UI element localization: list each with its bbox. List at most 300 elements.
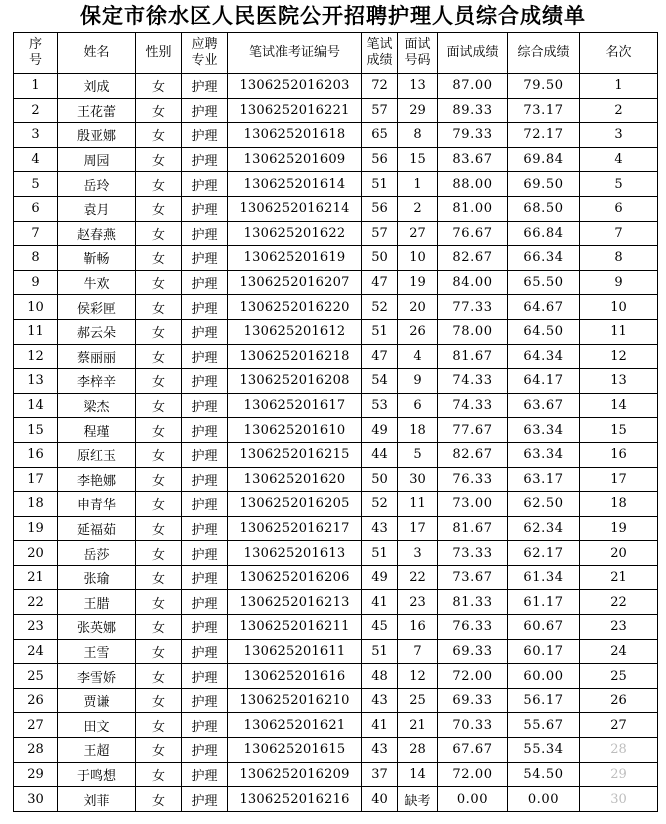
cell-rank: 14 xyxy=(580,393,658,418)
cell-name: 刘菲 xyxy=(58,787,136,812)
cell-name: 牛欢 xyxy=(58,270,136,295)
cell-interview-score: 78.00 xyxy=(438,319,508,344)
cell-written-score: 51 xyxy=(362,639,398,664)
cell-interview-score: 74.33 xyxy=(438,369,508,394)
cell-written-score: 47 xyxy=(362,344,398,369)
cell-exam-id: 130625201611 xyxy=(228,639,362,664)
cell-interview-score: 73.00 xyxy=(438,492,508,517)
cell-exam-id: 1306252016205 xyxy=(228,492,362,517)
cell-gender: 女 xyxy=(136,319,182,344)
cell-written-score: 56 xyxy=(362,147,398,172)
cell-name: 靳畅 xyxy=(58,246,136,271)
cell-rank: 30 xyxy=(580,787,658,812)
cell-major: 护理 xyxy=(182,516,228,541)
cell-exam-id: 1306252016217 xyxy=(228,516,362,541)
cell-total-score: 60.17 xyxy=(508,639,580,664)
cell-total-score: 66.84 xyxy=(508,221,580,246)
cell-index: 29 xyxy=(14,762,58,787)
cell-rank: 4 xyxy=(580,147,658,172)
cell-index: 6 xyxy=(14,196,58,221)
cell-name: 原红玉 xyxy=(58,442,136,467)
cell-interview-score: 81.67 xyxy=(438,516,508,541)
cell-interview-number: 4 xyxy=(398,344,438,369)
cell-rank: 27 xyxy=(580,713,658,738)
cell-index: 16 xyxy=(14,442,58,467)
cell-total-score: 64.50 xyxy=(508,319,580,344)
cell-written-score: 43 xyxy=(362,738,398,763)
cell-name: 梁杰 xyxy=(58,393,136,418)
cell-interview-score: 79.33 xyxy=(438,123,508,148)
cell-interview-number: 28 xyxy=(398,738,438,763)
table-row xyxy=(14,688,658,713)
cell-total-score: 68.50 xyxy=(508,196,580,221)
cell-major: 护理 xyxy=(182,98,228,123)
table-row xyxy=(14,639,658,664)
cell-rank: 16 xyxy=(580,442,658,467)
cell-written-score: 56 xyxy=(362,196,398,221)
cell-index: 20 xyxy=(14,541,58,566)
header-rank: 名次 xyxy=(580,33,658,74)
cell-name: 李雪娇 xyxy=(58,664,136,689)
cell-total-score: 60.67 xyxy=(508,615,580,640)
cell-interview-number: 13 xyxy=(398,74,438,99)
cell-total-score: 62.17 xyxy=(508,541,580,566)
cell-index: 26 xyxy=(14,688,58,713)
cell-interview-number: 5 xyxy=(398,442,438,467)
cell-gender: 女 xyxy=(136,762,182,787)
cell-name: 王超 xyxy=(58,738,136,763)
cell-interview-score: 81.33 xyxy=(438,590,508,615)
cell-major: 护理 xyxy=(182,467,228,492)
cell-exam-id: 1306252016208 xyxy=(228,369,362,394)
cell-interview-score: 69.33 xyxy=(438,639,508,664)
cell-interview-number: 9 xyxy=(398,369,438,394)
cell-name: 刘成 xyxy=(58,74,136,99)
cell-interview-number: 1 xyxy=(398,172,438,197)
cell-major: 护理 xyxy=(182,172,228,197)
cell-gender: 女 xyxy=(136,467,182,492)
cell-gender: 女 xyxy=(136,615,182,640)
cell-interview-number: 12 xyxy=(398,664,438,689)
cell-interview-number: 7 xyxy=(398,639,438,664)
cell-index: 30 xyxy=(14,787,58,812)
cell-written-score: 43 xyxy=(362,688,398,713)
cell-exam-id: 130625201621 xyxy=(228,713,362,738)
table-row xyxy=(14,196,658,221)
cell-interview-number: 23 xyxy=(398,590,438,615)
cell-written-score: 52 xyxy=(362,492,398,517)
cell-rank: 2 xyxy=(580,98,658,123)
cell-interview-number: 3 xyxy=(398,541,438,566)
cell-gender: 女 xyxy=(136,147,182,172)
cell-written-score: 48 xyxy=(362,664,398,689)
cell-exam-id: 1306252016221 xyxy=(228,98,362,123)
table-row xyxy=(14,319,658,344)
cell-major: 护理 xyxy=(182,738,228,763)
cell-interview-number: 22 xyxy=(398,565,438,590)
cell-exam-id: 1306252016207 xyxy=(228,270,362,295)
cell-total-score: 63.67 xyxy=(508,393,580,418)
cell-rank: 19 xyxy=(580,516,658,541)
cell-exam-id: 130625201609 xyxy=(228,147,362,172)
cell-total-score: 55.34 xyxy=(508,738,580,763)
table-row xyxy=(14,442,658,467)
cell-total-score: 0.00 xyxy=(508,787,580,812)
cell-total-score: 61.17 xyxy=(508,590,580,615)
cell-total-score: 65.50 xyxy=(508,270,580,295)
cell-rank: 1 xyxy=(580,74,658,99)
cell-gender: 女 xyxy=(136,369,182,394)
cell-rank: 25 xyxy=(580,664,658,689)
cell-major: 护理 xyxy=(182,246,228,271)
cell-gender: 女 xyxy=(136,541,182,566)
cell-interview-number: 30 xyxy=(398,467,438,492)
cell-name: 袁月 xyxy=(58,196,136,221)
table-body xyxy=(14,74,658,812)
cell-rank: 21 xyxy=(580,565,658,590)
cell-total-score: 73.17 xyxy=(508,98,580,123)
table-row xyxy=(14,98,658,123)
cell-interview-number: 8 xyxy=(398,123,438,148)
cell-gender: 女 xyxy=(136,492,182,517)
cell-name: 田文 xyxy=(58,713,136,738)
cell-major: 护理 xyxy=(182,147,228,172)
cell-name: 申青华 xyxy=(58,492,136,517)
table-row xyxy=(14,541,658,566)
table-row xyxy=(14,74,658,99)
cell-name: 王腊 xyxy=(58,590,136,615)
cell-written-score: 40 xyxy=(362,787,398,812)
cell-interview-number: 缺考 xyxy=(398,787,438,812)
cell-interview-number: 21 xyxy=(398,713,438,738)
table-row xyxy=(14,516,658,541)
cell-total-score: 69.50 xyxy=(508,172,580,197)
cell-rank: 28 xyxy=(580,738,658,763)
cell-total-score: 79.50 xyxy=(508,74,580,99)
cell-gender: 女 xyxy=(136,565,182,590)
cell-interview-number: 25 xyxy=(398,688,438,713)
table-row xyxy=(14,738,658,763)
table-row xyxy=(14,369,658,394)
cell-rank: 23 xyxy=(580,615,658,640)
cell-major: 护理 xyxy=(182,344,228,369)
cell-exam-id: 130625201618 xyxy=(228,123,362,148)
cell-rank: 10 xyxy=(580,295,658,320)
cell-total-score: 66.34 xyxy=(508,246,580,271)
cell-rank: 8 xyxy=(580,246,658,271)
cell-interview-score: 83.67 xyxy=(438,147,508,172)
cell-written-score: 65 xyxy=(362,123,398,148)
cell-gender: 女 xyxy=(136,172,182,197)
cell-interview-number: 2 xyxy=(398,196,438,221)
cell-total-score: 72.17 xyxy=(508,123,580,148)
cell-gender: 女 xyxy=(136,738,182,763)
cell-interview-score: 74.33 xyxy=(438,393,508,418)
cell-written-score: 72 xyxy=(362,74,398,99)
cell-interview-score: 81.00 xyxy=(438,196,508,221)
table-row xyxy=(14,590,658,615)
cell-gender: 女 xyxy=(136,418,182,443)
cell-interview-score: 82.67 xyxy=(438,442,508,467)
cell-index: 17 xyxy=(14,467,58,492)
cell-index: 12 xyxy=(14,344,58,369)
cell-gender: 女 xyxy=(136,246,182,271)
cell-total-score: 64.17 xyxy=(508,369,580,394)
cell-exam-id: 130625201619 xyxy=(228,246,362,271)
cell-total-score: 63.34 xyxy=(508,442,580,467)
cell-index: 2 xyxy=(14,98,58,123)
cell-major: 护理 xyxy=(182,369,228,394)
cell-name: 王雪 xyxy=(58,639,136,664)
cell-name: 赵春燕 xyxy=(58,221,136,246)
header-interview-score: 面试成绩 xyxy=(438,33,508,74)
cell-index: 7 xyxy=(14,221,58,246)
cell-gender: 女 xyxy=(136,295,182,320)
table-row xyxy=(14,270,658,295)
cell-name: 李艳娜 xyxy=(58,467,136,492)
cell-major: 护理 xyxy=(182,639,228,664)
cell-exam-id: 1306252016216 xyxy=(228,787,362,812)
cell-major: 护理 xyxy=(182,541,228,566)
cell-exam-id: 1306252016209 xyxy=(228,762,362,787)
cell-index: 10 xyxy=(14,295,58,320)
cell-index: 18 xyxy=(14,492,58,517)
cell-index: 11 xyxy=(14,319,58,344)
cell-written-score: 41 xyxy=(362,590,398,615)
cell-name: 岳莎 xyxy=(58,541,136,566)
cell-rank: 13 xyxy=(580,369,658,394)
cell-written-score: 57 xyxy=(362,98,398,123)
cell-exam-id: 1306252016214 xyxy=(228,196,362,221)
cell-rank: 15 xyxy=(580,418,658,443)
cell-written-score: 45 xyxy=(362,615,398,640)
table-row xyxy=(14,787,658,812)
cell-rank: 9 xyxy=(580,270,658,295)
cell-index: 23 xyxy=(14,615,58,640)
cell-gender: 女 xyxy=(136,787,182,812)
cell-interview-score: 76.33 xyxy=(438,467,508,492)
cell-interview-number: 10 xyxy=(398,246,438,271)
cell-gender: 女 xyxy=(136,590,182,615)
cell-index: 3 xyxy=(14,123,58,148)
cell-interview-number: 19 xyxy=(398,270,438,295)
cell-total-score: 55.67 xyxy=(508,713,580,738)
cell-exam-id: 1306252016203 xyxy=(228,74,362,99)
cell-gender: 女 xyxy=(136,664,182,689)
cell-written-score: 51 xyxy=(362,319,398,344)
cell-interview-score: 87.00 xyxy=(438,74,508,99)
cell-interview-number: 15 xyxy=(398,147,438,172)
cell-major: 护理 xyxy=(182,492,228,517)
cell-name: 蔡丽丽 xyxy=(58,344,136,369)
cell-written-score: 53 xyxy=(362,393,398,418)
table-row xyxy=(14,713,658,738)
cell-interview-score: 76.33 xyxy=(438,615,508,640)
cell-name: 侯彩匣 xyxy=(58,295,136,320)
cell-name: 周园 xyxy=(58,147,136,172)
cell-major: 护理 xyxy=(182,393,228,418)
cell-exam-id: 130625201614 xyxy=(228,172,362,197)
cell-written-score: 51 xyxy=(362,172,398,197)
cell-index: 22 xyxy=(14,590,58,615)
header-interview-number: 面试 号码 xyxy=(398,33,438,74)
cell-total-score: 62.34 xyxy=(508,516,580,541)
cell-gender: 女 xyxy=(136,196,182,221)
cell-exam-id: 130625201617 xyxy=(228,393,362,418)
cell-interview-score: 69.33 xyxy=(438,688,508,713)
cell-written-score: 43 xyxy=(362,516,398,541)
cell-interview-number: 26 xyxy=(398,319,438,344)
cell-exam-id: 130625201612 xyxy=(228,319,362,344)
cell-interview-number: 11 xyxy=(398,492,438,517)
cell-rank: 17 xyxy=(580,467,658,492)
cell-major: 护理 xyxy=(182,221,228,246)
cell-interview-score: 73.67 xyxy=(438,565,508,590)
table-row xyxy=(14,221,658,246)
cell-name: 延福茹 xyxy=(58,516,136,541)
cell-rank: 5 xyxy=(580,172,658,197)
cell-written-score: 51 xyxy=(362,541,398,566)
cell-gender: 女 xyxy=(136,98,182,123)
cell-name: 贾谦 xyxy=(58,688,136,713)
cell-written-score: 49 xyxy=(362,418,398,443)
cell-major: 护理 xyxy=(182,713,228,738)
cell-rank: 29 xyxy=(580,762,658,787)
cell-interview-number: 27 xyxy=(398,221,438,246)
cell-index: 28 xyxy=(14,738,58,763)
cell-written-score: 44 xyxy=(362,442,398,467)
cell-written-score: 54 xyxy=(362,369,398,394)
cell-total-score: 69.84 xyxy=(508,147,580,172)
cell-written-score: 57 xyxy=(362,221,398,246)
cell-interview-number: 14 xyxy=(398,762,438,787)
cell-written-score: 49 xyxy=(362,565,398,590)
cell-exam-id: 1306252016215 xyxy=(228,442,362,467)
results-table xyxy=(13,32,658,812)
cell-exam-id: 1306252016218 xyxy=(228,344,362,369)
cell-index: 27 xyxy=(14,713,58,738)
cell-interview-score: 82.67 xyxy=(438,246,508,271)
cell-interview-number: 16 xyxy=(398,615,438,640)
table-row xyxy=(14,147,658,172)
cell-rank: 3 xyxy=(580,123,658,148)
cell-exam-id: 130625201620 xyxy=(228,467,362,492)
cell-interview-score: 73.33 xyxy=(438,541,508,566)
cell-total-score: 54.50 xyxy=(508,762,580,787)
table-header xyxy=(14,33,658,74)
cell-name: 王花蕾 xyxy=(58,98,136,123)
cell-index: 19 xyxy=(14,516,58,541)
cell-interview-number: 6 xyxy=(398,393,438,418)
header-name: 姓名 xyxy=(58,33,136,74)
table-row xyxy=(14,418,658,443)
table-row xyxy=(14,344,658,369)
cell-index: 1 xyxy=(14,74,58,99)
cell-gender: 女 xyxy=(136,393,182,418)
cell-index: 14 xyxy=(14,393,58,418)
cell-major: 护理 xyxy=(182,270,228,295)
cell-index: 4 xyxy=(14,147,58,172)
cell-exam-id: 1306252016210 xyxy=(228,688,362,713)
cell-major: 护理 xyxy=(182,615,228,640)
cell-total-score: 63.34 xyxy=(508,418,580,443)
cell-major: 护理 xyxy=(182,418,228,443)
cell-index: 5 xyxy=(14,172,58,197)
cell-gender: 女 xyxy=(136,74,182,99)
table-row xyxy=(14,615,658,640)
cell-exam-id: 130625201616 xyxy=(228,664,362,689)
cell-rank: 11 xyxy=(580,319,658,344)
cell-written-score: 37 xyxy=(362,762,398,787)
cell-rank: 24 xyxy=(580,639,658,664)
cell-rank: 26 xyxy=(580,688,658,713)
cell-gender: 女 xyxy=(136,713,182,738)
table-row xyxy=(14,123,658,148)
cell-interview-score: 81.67 xyxy=(438,344,508,369)
cell-total-score: 64.67 xyxy=(508,295,580,320)
document-title: 保定市徐水区人民医院公开招聘护理人员综合成绩单 xyxy=(80,4,586,28)
cell-total-score: 62.50 xyxy=(508,492,580,517)
cell-written-score: 50 xyxy=(362,246,398,271)
cell-exam-id: 1306252016211 xyxy=(228,615,362,640)
cell-written-score: 50 xyxy=(362,467,398,492)
cell-total-score: 60.00 xyxy=(508,664,580,689)
cell-rank: 7 xyxy=(580,221,658,246)
cell-written-score: 47 xyxy=(362,270,398,295)
cell-interview-score: 89.33 xyxy=(438,98,508,123)
cell-total-score: 56.17 xyxy=(508,688,580,713)
header-index: 序 号 xyxy=(14,33,58,74)
cell-index: 24 xyxy=(14,639,58,664)
cell-exam-id: 130625201622 xyxy=(228,221,362,246)
cell-name: 程瑾 xyxy=(58,418,136,443)
cell-index: 25 xyxy=(14,664,58,689)
table-row xyxy=(14,762,658,787)
cell-interview-score: 77.33 xyxy=(438,295,508,320)
table-row xyxy=(14,664,658,689)
cell-major: 护理 xyxy=(182,565,228,590)
cell-name: 张英娜 xyxy=(58,615,136,640)
cell-total-score: 64.34 xyxy=(508,344,580,369)
cell-rank: 6 xyxy=(580,196,658,221)
cell-interview-number: 29 xyxy=(398,98,438,123)
cell-index: 9 xyxy=(14,270,58,295)
cell-interview-score: 84.00 xyxy=(438,270,508,295)
cell-interview-score: 72.00 xyxy=(438,664,508,689)
cell-rank: 22 xyxy=(580,590,658,615)
cell-interview-score: 77.67 xyxy=(438,418,508,443)
cell-major: 护理 xyxy=(182,295,228,320)
table-row xyxy=(14,246,658,271)
cell-total-score: 61.34 xyxy=(508,565,580,590)
cell-gender: 女 xyxy=(136,221,182,246)
cell-major: 护理 xyxy=(182,787,228,812)
cell-index: 8 xyxy=(14,246,58,271)
table-row xyxy=(14,295,658,320)
cell-interview-number: 17 xyxy=(398,516,438,541)
cell-interview-score: 76.67 xyxy=(438,221,508,246)
table-row xyxy=(14,565,658,590)
cell-gender: 女 xyxy=(136,516,182,541)
cell-exam-id: 130625201615 xyxy=(228,738,362,763)
cell-major: 护理 xyxy=(182,688,228,713)
cell-name: 岳玲 xyxy=(58,172,136,197)
cell-name: 郝云朵 xyxy=(58,319,136,344)
cell-exam-id: 130625201610 xyxy=(228,418,362,443)
cell-gender: 女 xyxy=(136,270,182,295)
header-written-score: 笔试 成绩 xyxy=(362,33,398,74)
cell-name: 殷亚娜 xyxy=(58,123,136,148)
